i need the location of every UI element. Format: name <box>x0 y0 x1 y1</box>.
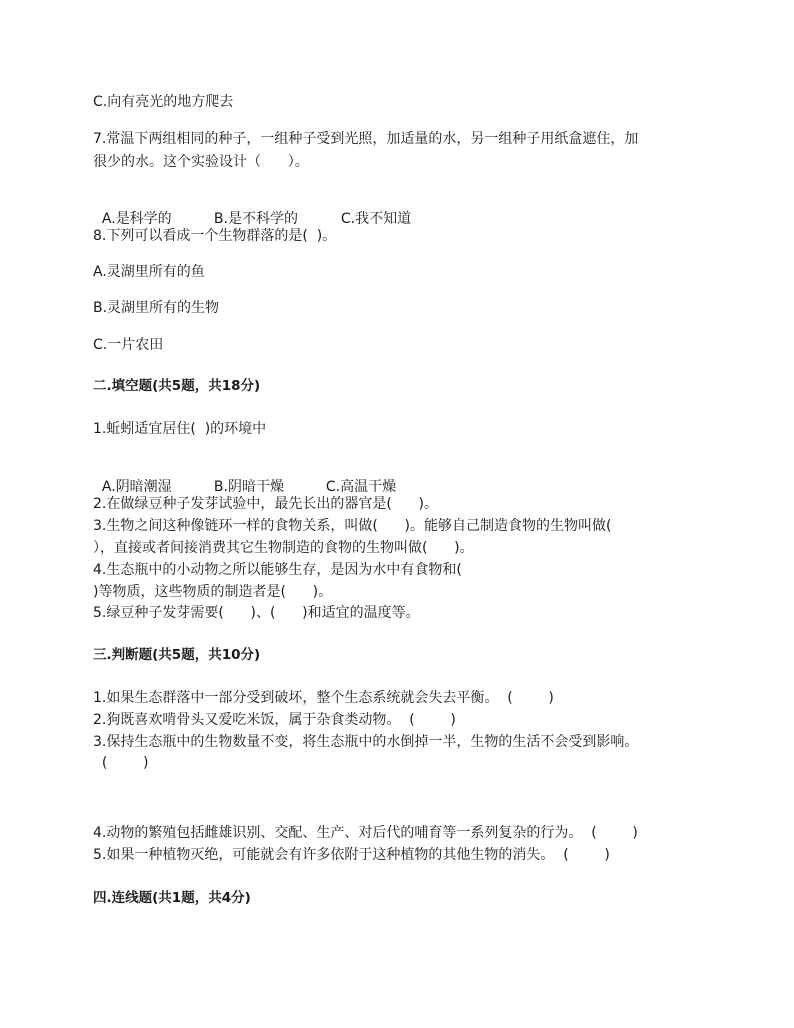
section4-heading: 四.连线题(共1题，共4分) <box>93 890 251 906</box>
s2-q3-line1: 3.生物之间这种像链环一样的食物关系，叫做( )。能够自己制造食物的生物叫做( <box>93 518 612 534</box>
q6-option-c: C.向有亮光的地方爬去 <box>93 94 234 110</box>
q8-option-b: B.灵湖里所有的生物 <box>93 300 220 316</box>
q7-option-b: B.是不科学的 <box>213 211 298 227</box>
s2-q4-line1: 4.生态瓶中的小动物之所以能够生存，是因为水中有食物和( <box>93 562 462 578</box>
s3-q5: 5.如果一种植物灭绝，可能就会有许多依附于这种植物的其他生物的消失。 ( ) <box>93 847 610 863</box>
q7-stem-line2: 很少的水。这个实验设计（ ）。 <box>93 154 309 170</box>
s2-q3-line2: ），直接或者间接消费其它生物制造的食物的生物叫做( )。 <box>93 540 474 556</box>
section2-heading: 二.填空题(共5题，共18分) <box>93 378 261 394</box>
s3-q2: 2.狗既喜欢啃骨头又爱吃米饭，属于杂食类动物。 ( ) <box>93 712 456 728</box>
q8-option-c: C.一片农田 <box>93 337 164 353</box>
s2-q4-line2: )等物质，这些物质的制造者是( )。 <box>93 584 333 600</box>
q8-option-a: A.灵湖里所有的鱼 <box>93 264 205 280</box>
s3-q3-line1: 3.保持生态瓶中的生物数量不变，将生态瓶中的水倒掉一半，生物的生活不会受到影响。 <box>93 734 639 750</box>
s2-q2: 2.在做绿豆种子发芽试验中，最先长出的器官是( )。 <box>93 496 438 512</box>
section3-heading: 三.判断题(共5题，共10分) <box>93 647 261 663</box>
s3-q1: 1.如果生态群落中一部分受到破坏，整个生态系统就会失去平衡。 ( ) <box>93 690 554 706</box>
s2-q1-option-b: B.阴暗干燥 <box>213 479 284 495</box>
s2-q5: 5.绿豆种子发芽需要( )、( )和适宜的温度等。 <box>93 605 420 621</box>
s3-q4: 4.动物的繁殖包括雌雄识别、交配、生产、对后代的哺育等一系列复杂的行为。 ( ) <box>93 825 638 841</box>
q7-option-a: A.是科学的 <box>101 211 172 227</box>
q7-options <box>93 189 411 229</box>
q8-stem: 8.下列可以看成一个生物群落的是( )。 <box>93 228 337 244</box>
s2-q1-stem: 1.蚯蚓适宜居住( )的环境中 <box>93 421 267 437</box>
q7-stem-line1: 7.常温下两组相同的种子，一组种子受到光照，加适量的水，另一组种子用纸盒遮住，加 <box>93 131 639 147</box>
s2-q1-options <box>93 457 396 497</box>
q7-option-c: C.我不知道 <box>340 211 412 227</box>
s2-q1-option-c: C.高温干燥 <box>325 479 397 495</box>
s3-q3-line2: ( ) <box>93 755 149 771</box>
s2-q1-option-a: A.阴暗潮湿 <box>101 479 172 495</box>
